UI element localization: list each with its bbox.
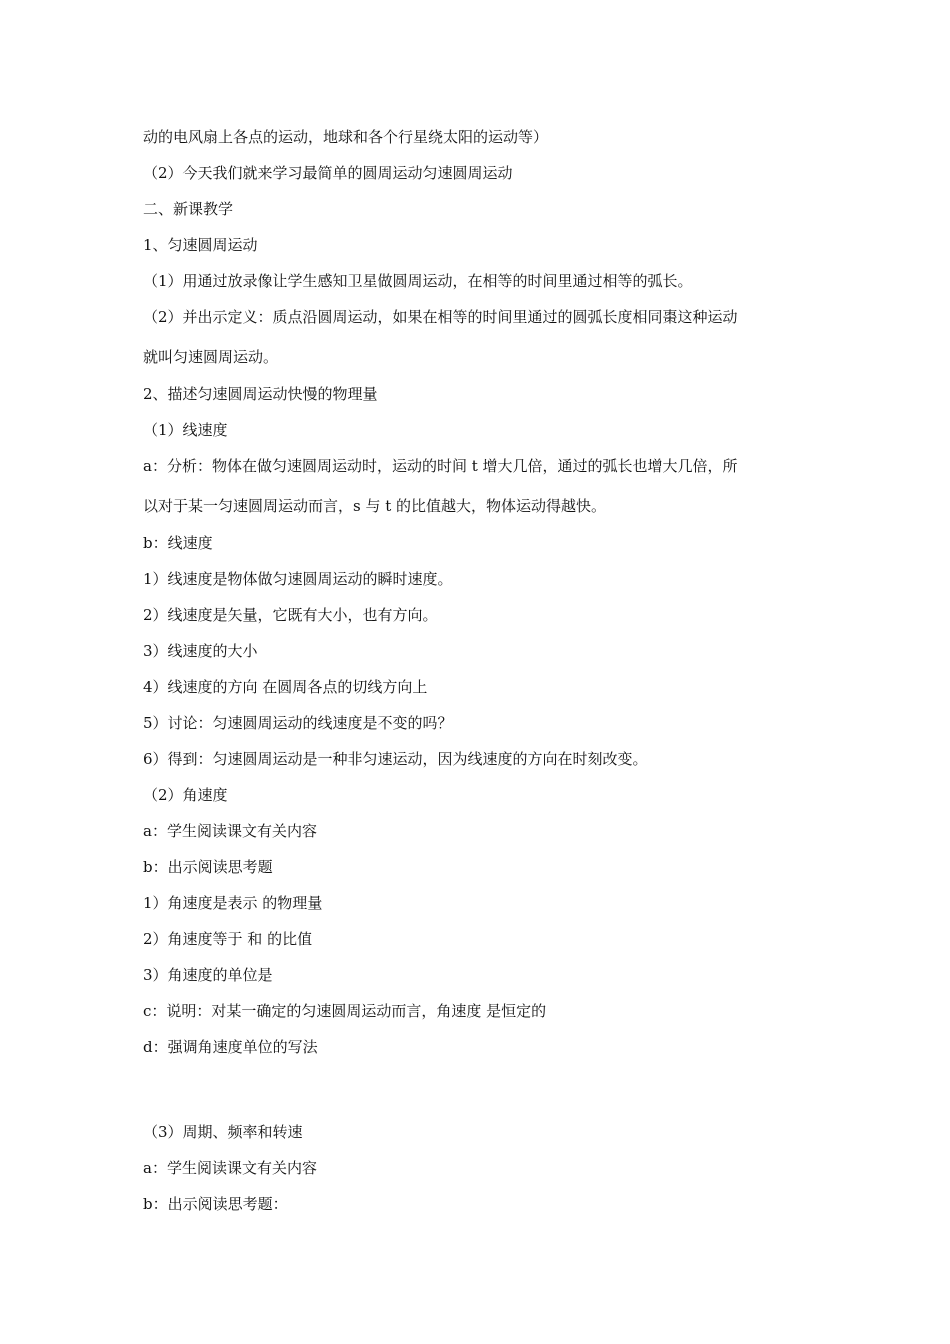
text-line: 就叫匀速圆周运动。 (143, 348, 279, 366)
text-line: b：出示阅读思考题： (143, 1195, 288, 1213)
text-line: （2）角速度 (143, 786, 228, 804)
text-line: 动的电风扇上各点的运动，地球和各个行星绕太阳的运动等） (143, 128, 549, 146)
text-line: 3）线速度的大小 (143, 642, 258, 660)
text-line: a：学生阅读课文有关内容 (143, 822, 317, 840)
text-line: （2）并出示定义：质点沿圆周运动，如果在相等的时间里通过的圆弧长度相同棗这种运动 (143, 308, 738, 326)
text-line: 1）角速度是表示 的物理量 (143, 894, 323, 912)
text-line: 1）线速度是物体做匀速圆周运动的瞬时速度。 (143, 570, 453, 588)
text-line: （2）今天我们就来学习最简单的圆周运动匀速圆周运动 (143, 164, 513, 182)
text-line: 4）线速度的方向 在圆周各点的切线方向上 (143, 678, 428, 696)
text-line: 2）线速度是矢量，它既有大小，也有方向。 (143, 606, 438, 624)
text-line: 以对于某一匀速圆周运动而言，s 与 t 的比值越大，物体运动得越快。 (143, 497, 607, 515)
text-line: （1）用通过放录像让学生感知卫星做圆周运动，在相等的时间里通过相等的弧长。 (143, 272, 693, 290)
text-line: c：说明：对某一确定的匀速圆周运动而言，角速度 是恒定的 (143, 1002, 547, 1020)
text-line: b：线速度 (143, 534, 213, 552)
text-line: d：强调角速度单位的写法 (143, 1038, 318, 1056)
text-line: 3）角速度的单位是 (143, 966, 273, 984)
text-line: 2）角速度等于 和 的比值 (143, 930, 313, 948)
subsection-heading: 2、描述匀速圆周运动快慢的物理量 (143, 385, 378, 403)
text-line: b：出示阅读思考题 (143, 858, 273, 876)
text-line: 6）得到：匀速圆周运动是一种非匀速运动，因为线速度的方向在时刻改变。 (143, 750, 648, 768)
text-line: a：学生阅读课文有关内容 (143, 1159, 317, 1177)
text-line: a：分析：物体在做匀速圆周运动时，运动的时间 t 增大几倍，通过的弧长也增大几倍，所 (143, 457, 738, 475)
text-line: 5）讨论：匀速圆周运动的线速度是不变的吗？ (143, 714, 453, 732)
section-heading: 二、新课教学 (143, 200, 234, 218)
text-line: （1）线速度 (143, 421, 228, 439)
text-line: （3）周期、频率和转速 (143, 1123, 303, 1141)
subsection-heading: 1、匀速圆周运动 (143, 236, 258, 254)
